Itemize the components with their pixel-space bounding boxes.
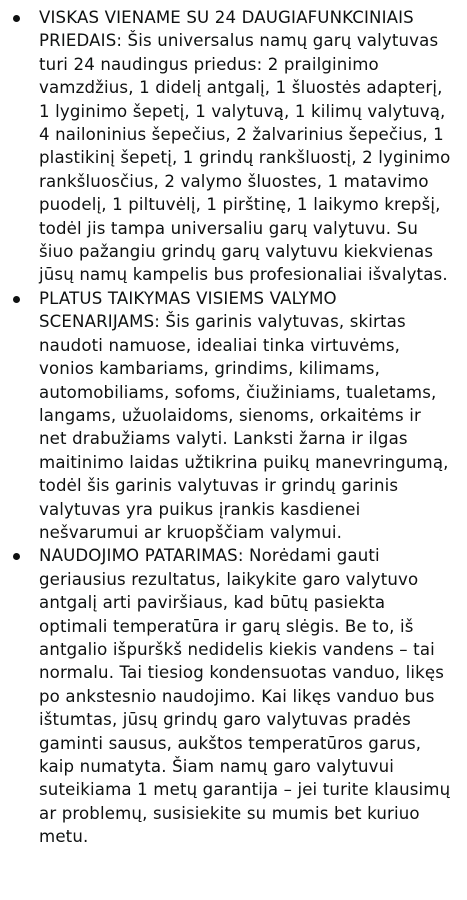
bullet-text: NAUDOJIMO PATARIMAS: Norėdami gauti geriausius rezultatus, laikykite garo valytuvo antgalį arti paviršiaus, kad būtų pasiekta optimali temperatūra ir garų slėgis. Be to, iš antgalio išpurškš nedidelis kiekis vandens – tai normalu. Tai tiesiog kondensuotas vanduo, likęs po ankstesnio naudojimo. Kai likęs vanduo bus ištumtas, jūsų grindų garo valytuvas pradės gaminti sausus, aukštos temperatūros garus, kaip numatyta. Šiam namų garo valytuvui suteikiama 1 metų garantija – jei turite klausimų ar problemų, susisiekite su mumis bet kuriuo metu.	[39, 546, 451, 847]
bullet-dot-icon	[13, 553, 20, 560]
bullet-dot-icon	[13, 15, 20, 22]
feature-bullet-list	[0, 6, 467, 849]
bullet-text: PLATUS TAIKYMAS VISIEMS VALYMO SCENARIJAMS: Šis garinis valytuvas, skirtas naudoti namuose, idealiai tinka virtuvėms, vonios kambariams, grindims, kilimams, automobiliams, sofoms, čiužiniams, tualetams, langams, užuolaidoms, sienoms, orkaitėms ir net drabužiams valyti. Lanksti žarna ir ilgas maitinimo laidas užtikrina puikų manevringumą, todėl šis garinis valytuvas ir grindų garinis valytuvas yra puikus įrankis kasdienei nešvarumui ar kruopščiam valymui.	[39, 288, 449, 542]
bullet-text: VISKAS VIENAME SU 24 DAUGIAFUNKCINIAIS PRIEDAIS: Šis universalus namų garų valytuvas turi 24 naudingus priedus: 2 prailginimo vamzdžius, 1 didelį antgalį, 1 šluostės adapterį, 1 lyginimo šepetį, 1 valytuvą, 1 kilimų valytuvą, 4 nailoninius šepečius, 2 žalvarinius šepečius, 1 plastikinį šepetį, 1 grindų rankšluostį, 2 lyginimo rankšluosčius, 2 valymo šluostes, 1 matavimo puodelį, 1 piltuvėlį, 1 pirštinę, 1 laikymo krepšį, todėl jis tampa universaliu garų valytuvu. Su šiuo pažangiu grindų garų valytuvu kiekvienas jūsų namų kampelis bus profesionaliai išvalytas.	[39, 8, 451, 285]
bullet-item-usage-tip	[0, 544, 467, 848]
bullet-item-wide-application	[0, 287, 467, 544]
bullet-item-all-in-one	[0, 6, 467, 287]
bullet-dot-icon	[13, 296, 20, 303]
